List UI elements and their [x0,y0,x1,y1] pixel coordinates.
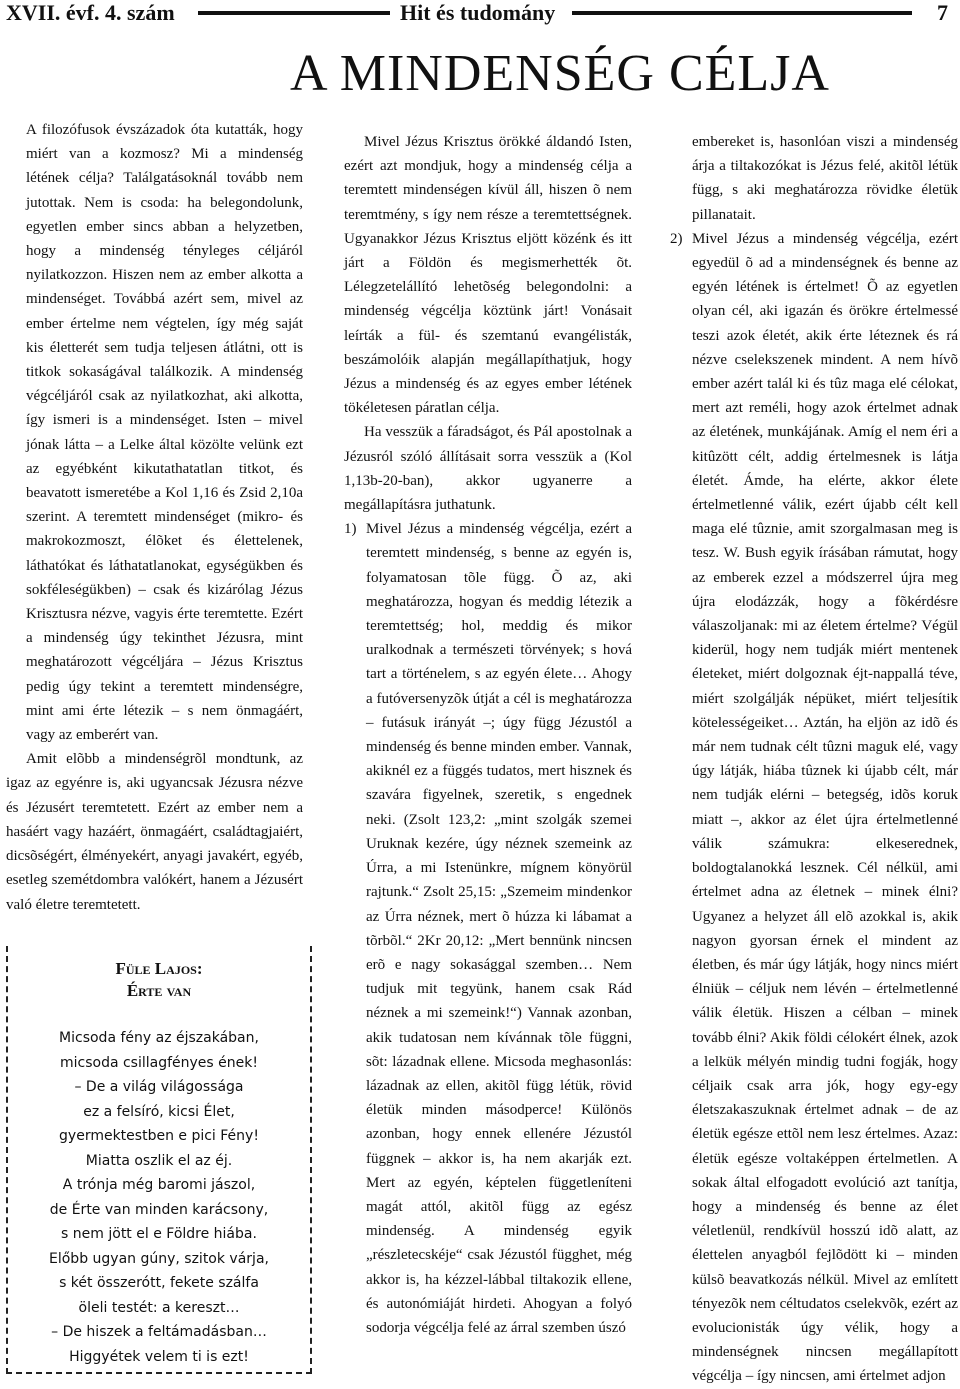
list-number: 1) [344,521,357,538]
poem-line: gyermektestben e pici Fény! [59,1128,259,1144]
paragraph: A filozófusok évszázadok óta kutatták, hogy miért van a kozmosz? Mi a mindenség létének célja? Találgatásoknál tovább nem jutottak. Nem is csoda: ha belegondolunk, egyetlen ember sincs abban a helyzetben, hogy a mindenség tényleges céljáról nyilatkozzon. Hiszen nem az ember alkotta a mindenséget. Továbbá azért sem, mivel az ember értelme nem végtelen, így még saját kis életterét sem tudja teljesen átlátni, ott is titkok sokaságával találkozik. A mindenség végcéljáról csak az nyilatkozhat, aki alkotta, így ismeri is a mindenséget. Isten – mivel jónak látta – a Lelke által közölte velünk ezt az egyébként kikutathatatlan titkot, és beavatott ismeretébe a Kol 1,16 és Zsid 2,10a szerint. A teremtett mindenséget (mikro- és makrokozmoszt, élõket és élettelenek, láthatókat és láthatatlanokat, egységükben és sokféleségükben) – csak és kizárólag Jézus Krisztusra nézve, vagyis érte teremtette. Ezért a mindenség úgy tekinthet Jézusra, mint meghatározott végcéljára – Jézus Krisztus pedig úgy tekint a teremtett mindenségre, mint ami érte létezik – s nem önmagáért, vagy az emberért van. [26,122,303,744]
column-1 [6,118,303,917]
paragraph: Ha vesszük a fáradságot, és Pál apostolnak a Jézusról szóló állításait sorra vesszük a (Kol 1,13b-20-ban), akkor ugyanerre a megállapításra juthatunk. [344,424,632,514]
section-label: Hit és tudomány [400,0,556,25]
poem-line: öleli testét: a kereszt… [78,1299,240,1316]
poem-heading [8,958,310,1002]
page-number: 7 [937,0,948,25]
numbered-list [670,130,958,1389]
paragraph: Amit elõbb a mindenségrõl mondtunk, az igaz az egyénre is, aki ugyancsak Jézusra nézve és Jézusért teremtetett. Ezért az ember nem a hasáért vagy hazáért, önmagáért, családtagjaiért, dicsõségért, élményekért, anyagi javakért, egyéb, esetleg szemétdombra valókért, hanem a Jézusért való életre teremtetett. [6,751,303,913]
list-item [670,227,958,1389]
column-2 [344,130,632,1340]
poem-line: – De a világ világossága [74,1079,244,1095]
poem-line: Micsoda fény az éjszakában, [59,1030,259,1046]
poem-line: micsoda csillagfényes ének! [59,1054,258,1071]
list-number: 2) [670,230,683,247]
poem-box [6,946,312,1374]
poem-line: A trónja még baromi jászol, [62,1177,256,1193]
poem-line: ez a felsíró, kicsi Élet, [83,1103,235,1120]
poem-line: Miatta oszlik el az éj. [85,1152,233,1169]
list-item-text: Mivel Jézus a mindenség végcélja, ezért egyedül õ ad a mindenségnek és benne az egyén létének is értelmet! Õ az egyetlen olyan cél, aki igazán és örökre értelmessé teszi azok életét, akik érte léteznek és rá nézve cselekszenek mindent. A nem hívõ ember azért talál ki és tûz maga elé célokat, mert azt reméli, hogy azok értelmet adnak az életének, munkájának. Amíg el nem éri a kitûzött célt, addig értelmesnek is látja életét. Ámde, ha elérte, akkor élete értelmetlenné válik, ezért újabb célt kell maga elé tûznie, amit szorgalmasan meg is tesz. W. Bush egyik írásában rámutat, hogy az emberek ezzel a módszerrel újra meg újra elodázzák, hogy a fõkérdésre válaszoljanak: mi az életem értelme? Végül kiderül, hogy nem tudják miért mentenek életeket, miért dolgoznak éjt-nappallá téve, miért szolgálják népüket, miért teljesítik kötelességeiket… Aztán, ha eljön az idõ és már nem tudnak célt tûzni maguk elé, vagy úgy látják, hiába tûznek ki újabb célt, már nem tudják elérni – betegség, idõs koruk miatt –, akkor az élet újra értelmetlenné válik számukra: elkeserednek, boldogtalanokká lesznek. Cél nélkül, ami értelmet adna az életnek – minek élni? Ugyanez a helyzet áll elõ azokkal is, akik nagyon gyorsan érnek el mindent az életben, és már úgy látják, hogy nincs miért élniük – céljuk nem lévén – értelmetlenné válik életük. Hiszen a célban – minek tovább élni? Akik földi célokért élnek, azok a lelkük mélyén mindig tudni fogják, hogy céljaik csak arra jók, hogy egy-egy életszakaszuknak értelmet adnak – de az életük egésze ettõl nem lesz értelmes. Azaz: életük egésze voltaképpen értelmetlen. A sokak által elfogadott evolúció azt tanítja, hogy a mindenség és benne az élet véletlenül, rendkívül hosszú idõ alatt, az élettelen anyagból fejlõdött ki – minden külsõ beavatkozás nélkül. Mivel az említett tényezõk nem céltudatos cselekvõk, ezért az evolucionisták úgy vélik, hogy a mindenségnek nincsen megállapított végcélja – így nincsen, ami értelmet adjon [692,230,958,1385]
issue-label: XVII. évf. 4. szám [6,0,175,25]
list-item-text: embereket is, hasonlóan viszi a mindenség árja a tiltakozókat is Jézus felé, akitõl létük függ, s aki meghatározza rövidke életük pillanatait. [692,134,958,223]
page-header [0,0,960,30]
paragraph: Mivel Jézus Krisztus örökké áldandó Isten, ezért azt mondjuk, hogy a mindenség célja a teremtett mindenségen kívül áll, hiszen õ nem teremtmény, s így nem része a teremtettségnek. Ugyanakkor Jézus Krisztus eljött közénk és itt járt a Földön és megismerhették õt. Lélegzetelállító lehetõség belegondolni: a mindenség végcélja köztünk járt! Vonásait leírták a fül- és szemtanú evangélisták, beszámolóik alapján megállapíthatjuk, hogy Jézus a mindenség és az egyes ember létének tökéletesen páratlan célja. [344,134,632,417]
poem-author: Füle Lajos: [115,959,203,978]
poem-title: Érte van [126,981,192,1000]
poem-line: – De hiszek a feltámadásban… [51,1324,267,1340]
list-item-text: Mivel Jézus a mindenség végcélja, ezért a teremtett mindenség, s benne az egyén is, folyamatosan tõle függ. Õ az, aki meghatározza, hogyan és meddig létezik a teremtettség; hol, meddig és mikor uralkodnak a természeti törvények; s hová tart a történelem, s az egyén élete… Ahogy a futóversenyzõk útját a cél is meghatározza – futásuk irányát –; úgy függ Jézustól a mindenség és benne minden ember. Vannak, akiknél ez a függés tudatos, mert hisznek és szavára figyelnek, szeretik, s engednek neki. (Zsolt 123,2: „mint szolgák szemei Uruknak kezére, úgy néznek szemeink az Úrra, a mi Istenünkre, mígnem könyörül rajtunk.“ Zsolt 25,15: „Szemeim mindenkor az Úrra néznek, mert õ húzza ki lábamat a tõrbõl.“ 2Kr 20,12: „Mert bennünk nincsen erõ e nagy sokasággal szemben… Nem tudjuk mit tegyünk, hanem csak Rád néznek a mi szemeink!“) Vannak azonban, akik tudatosan nem kívánnak tõle függni, sõt: lázadnak ellene. Micsoda meghasonlás: lázadnak az ellen, akitõl függ létük, rövid életük minden másodperce! Különös azonban, hogy ennek ellenére Jézustól függnek – akkor is, ha nem akarják ezt. Mert az egyén, képtelen függetleníteni magát attól, akitõl függ az egész mindenség. A mindenség egyik „részletecskéje“ csak Jézustól függhet, még akkor is, ha kézzel-lábbal tiltakozik ellene, és autonómiáját hirdeti. Ahogyan a folyó sodorja végcélja felé az árral szemben úszó [366,521,632,1336]
header-rule-left [198,11,390,15]
article-title: A MINDENSÉG CÉLJA [290,45,830,102]
poem-line: Előbb ugyan gúny, szitok várja, [49,1250,269,1267]
list-item [344,517,632,1340]
poem-line: s nem jött el e Földre hiába. [61,1226,257,1242]
column-3 [670,130,958,1389]
poem-line: Higgyétek velem ti is ezt! [69,1348,249,1365]
header-rule-right [572,11,912,15]
poem-lines [8,1026,310,1369]
poem-line: de Érte van minden karácsony, [49,1201,269,1218]
list-item [670,130,958,227]
poem-line: s két összerótt, fekete szálfa [59,1275,259,1291]
numbered-list [344,517,632,1340]
